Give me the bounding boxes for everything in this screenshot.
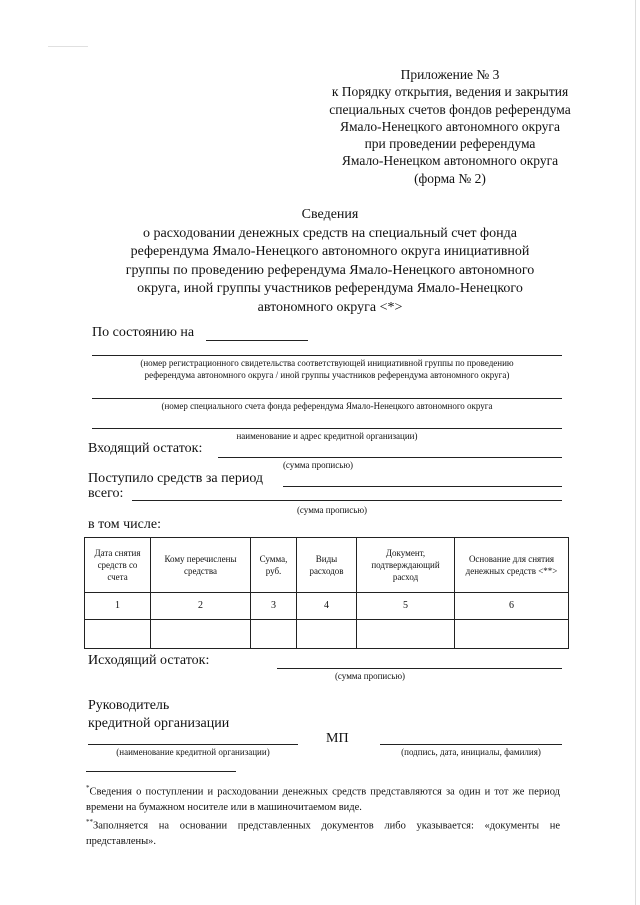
scan-edge [635, 0, 636, 905]
document-heading [80, 206, 580, 318]
appendix-block [300, 66, 600, 187]
heading-line: референдума Ямало-Ненецкого автономного округа инициативной [130, 244, 530, 260]
table-header-cell: Сумма, руб. [251, 538, 297, 593]
outgoing-sum-caption: (сумма прописью) [334, 671, 406, 681]
bank-field[interactable] [92, 428, 562, 429]
total-field[interactable] [132, 500, 562, 501]
bank-name-caption: (наименование кредитной организации) [116, 747, 270, 757]
footnote-1 [86, 781, 560, 815]
outgoing-balance-label: Исходящий остаток: [88, 653, 210, 668]
received-period-field[interactable] [283, 486, 562, 487]
table-number-cell: 1 [85, 593, 151, 620]
table-header-cell: Основание для снятия денежных средств <**> [455, 538, 569, 593]
table-header-cell: Виды расходов [297, 538, 357, 593]
table-number-row [85, 593, 569, 620]
appendix-line: при проведении референдума [364, 136, 536, 152]
table-number-cell: 4 [297, 593, 357, 620]
registration-caption-1: (номер регистрационного свидетельства соответствующей инициативной группы по проведению [140, 358, 514, 368]
bank-caption: наименование и адрес кредитной организации) [236, 431, 418, 441]
state-date-label: По состоянию на [92, 325, 195, 340]
appendix-line: Ямало-Ненецкого автономного округа [340, 118, 560, 134]
table-cell[interactable] [151, 620, 251, 649]
table-number-cell: 2 [151, 593, 251, 620]
account-caption: (номер специального счета фонда референдума Ямало-Ненецкого автономного округа [161, 401, 493, 411]
appendix-line: специальных счетов фондов референдума [329, 101, 571, 117]
table-number-cell: 5 [357, 593, 455, 620]
table-header-cell: Кому перечислены средства [151, 538, 251, 593]
table-cell[interactable] [85, 620, 151, 649]
received-sum-caption: (сумма прописью) [296, 505, 368, 515]
state-date-field[interactable] [206, 340, 308, 341]
heading-line: автономного округа <*> [257, 299, 403, 315]
appendix-line: (форма № 2) [414, 170, 486, 186]
table-cell[interactable] [357, 620, 455, 649]
stamp-label: МП [326, 731, 349, 746]
footnote-1-text: Сведения о поступлении и расходовании денежных средств представляются за один и тот же период времени на бумажном носителе или в машиночитаемом виде. [86, 786, 560, 813]
incoming-sum-caption: (сумма прописью) [282, 460, 354, 470]
total-label: всего: [88, 486, 124, 501]
outgoing-balance-field[interactable] [277, 668, 562, 669]
footnote-2-mark: ** [86, 818, 93, 826]
appendix-line: к Порядку открытия, ведения и закрытия [331, 84, 569, 100]
bank-name-field[interactable] [88, 744, 298, 745]
registration-number-field[interactable] [92, 355, 562, 356]
head-label-org: кредитной организации [88, 716, 230, 731]
document-title: Сведения [301, 207, 359, 222]
appendix-line: Ямало-Ненецком автономного округа [341, 153, 559, 169]
scan-speck [48, 46, 88, 47]
footnote-2-text: Заполняется на основании представленных документов либо указывается: «документы не представлены». [86, 820, 560, 847]
heading-line: группы по проведению референдума Ямало-Ненецкого автономного [125, 262, 535, 278]
footnote-2 [86, 815, 560, 849]
incoming-balance-field[interactable] [218, 457, 562, 458]
footnote-1-mark: * [86, 784, 90, 792]
heading-line: о расходовании денежных средств на специальный счет фонда [143, 225, 517, 241]
head-label: Руководитель [88, 698, 170, 713]
table-header-cell: Документ, подтверждающий расход [357, 538, 455, 593]
including-label: в том числе: [88, 517, 161, 532]
expenses-table [84, 537, 569, 649]
table-cell[interactable] [251, 620, 297, 649]
heading-line: округа, иной группы участников референдума Ямало-Ненецкого [137, 281, 523, 297]
table-cell[interactable] [455, 620, 569, 649]
table-header-cell: Дата снятия средств со счета [85, 538, 151, 593]
registration-caption-2: референдума автономного округа / иной группы участников референдума автономного округа) [144, 370, 510, 380]
account-number-field[interactable] [92, 398, 562, 399]
signature-field[interactable] [380, 744, 562, 745]
table-number-cell: 3 [251, 593, 297, 620]
incoming-balance-label: Входящий остаток: [88, 441, 203, 456]
table-header-row [85, 538, 569, 593]
table-row [85, 620, 569, 649]
received-label: Поступило средств за период [88, 471, 264, 486]
table-cell[interactable] [297, 620, 357, 649]
appendix-line: Приложение № 3 [400, 67, 500, 82]
footnote-divider [86, 771, 236, 772]
table-number-cell: 6 [455, 593, 569, 620]
signature-caption: (подпись, дата, инициалы, фамилия) [401, 747, 541, 757]
